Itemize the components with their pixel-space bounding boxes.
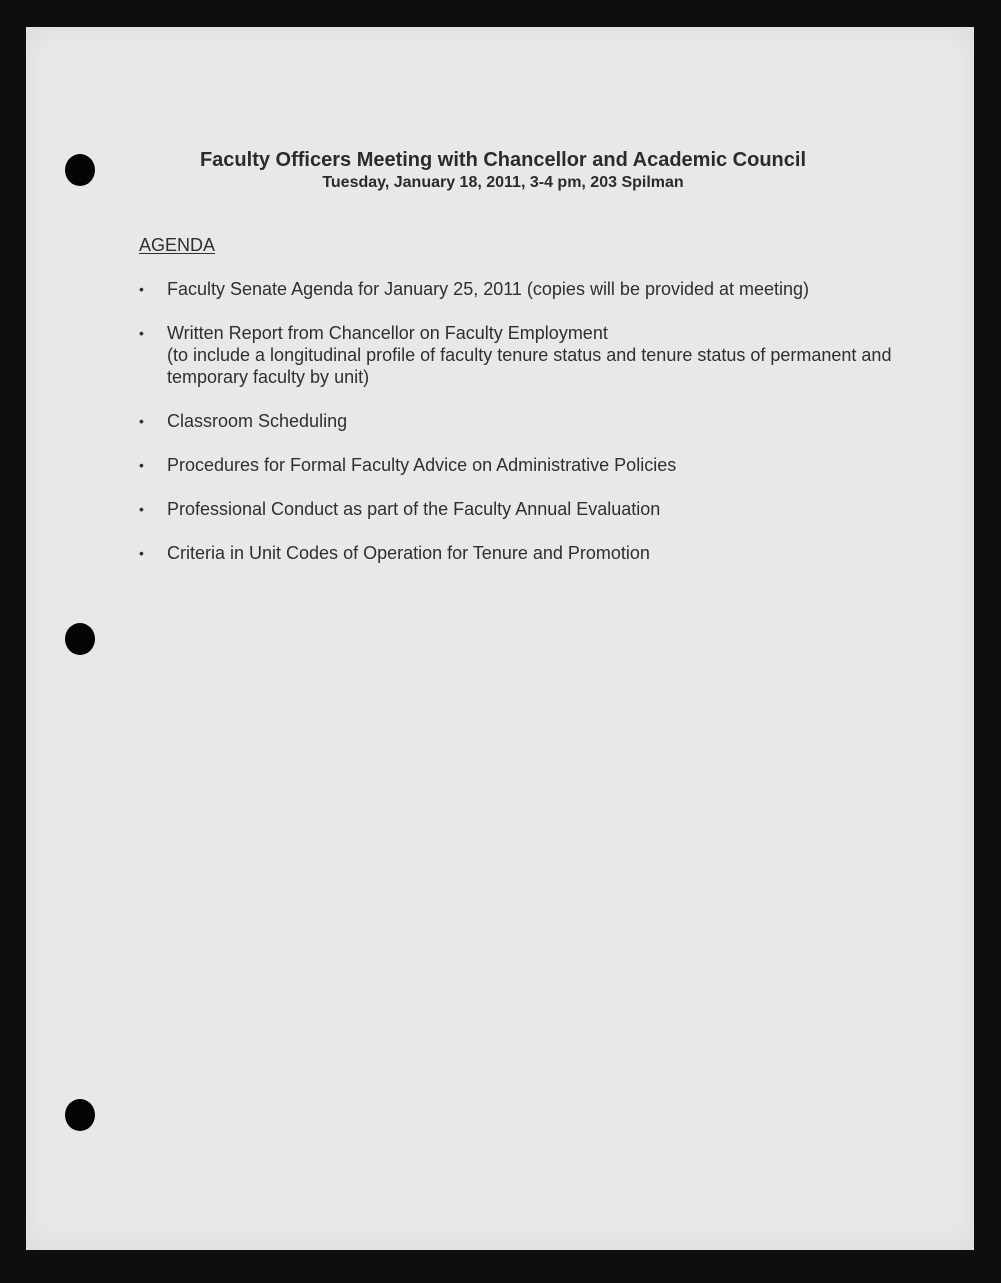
bullet-icon: •: [139, 501, 144, 517]
agenda-item-text: Classroom Scheduling: [167, 411, 348, 431]
punch-hole: [65, 1099, 95, 1131]
document-header: [26, 148, 980, 194]
agenda-item-detail: (to include a longitudinal profile of faculty tenure status and tenure status of permanent and temporary faculty by unit): [167, 345, 892, 387]
agenda-item-text: Criteria in Unit Codes of Operation for Tenure and Promotion: [167, 543, 650, 563]
bullet-icon: •: [139, 413, 144, 429]
document-title: Faculty Officers Meeting with Chancellor and Academic Council: [199, 149, 807, 171]
agenda-item: [139, 454, 899, 476]
agenda-item-text: Professional Conduct as part of the Faculty Annual Evaluation: [167, 499, 661, 519]
agenda-item-text: Procedures for Formal Faculty Advice on Administrative Policies: [167, 455, 677, 475]
agenda-item: [139, 410, 899, 432]
agenda-list: [139, 278, 899, 586]
agenda-heading: AGENDA: [139, 235, 216, 255]
bullet-icon: •: [139, 325, 144, 341]
document-subtitle: Tuesday, January 18, 2011, 3-4 pm, 203 Spilman: [322, 174, 684, 191]
agenda-item: [139, 322, 899, 388]
punch-hole: [65, 623, 95, 655]
agenda-item: [139, 278, 899, 300]
agenda-item-text: Faculty Senate Agenda for January 25, 2011 (copies will be provided at meeting): [167, 279, 810, 299]
bullet-icon: •: [139, 457, 144, 473]
bullet-icon: •: [139, 545, 144, 561]
document-page: [26, 27, 974, 1250]
bullet-icon: •: [139, 281, 144, 297]
agenda-item-text: Written Report from Chancellor on Faculty Employment: [167, 323, 608, 343]
agenda-item: [139, 542, 899, 564]
agenda-item: [139, 498, 899, 520]
